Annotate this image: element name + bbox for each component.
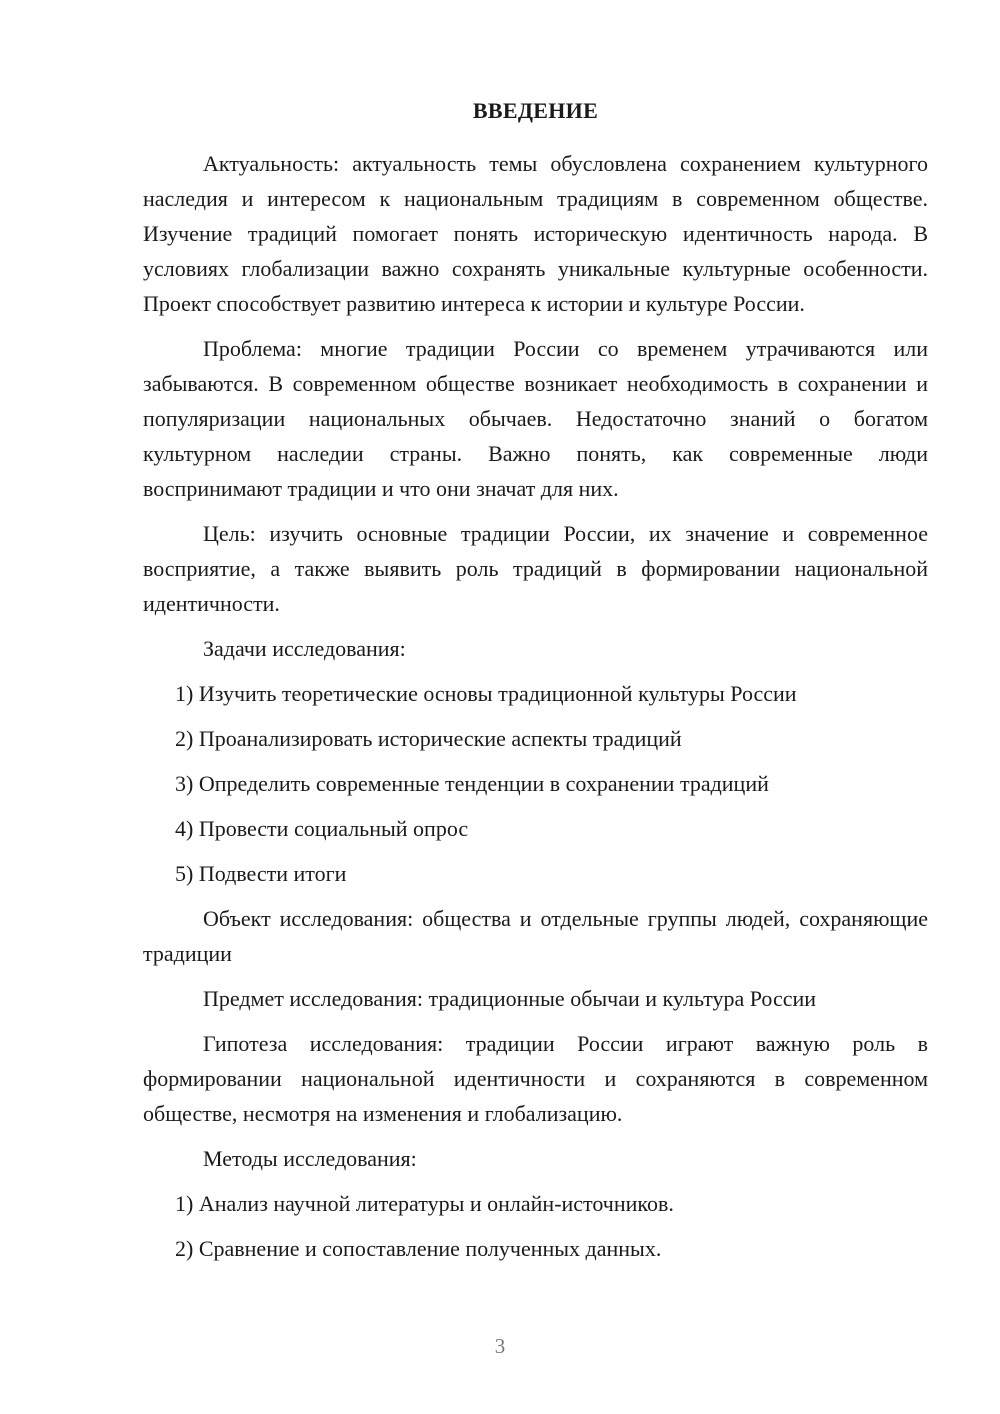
list-item: 1) Анализ научной литературы и онлайн-источников. [175,1191,674,1216]
page-title: ВВЕДЕНИЕ [472,98,599,123]
object-paragraph: Объект исследования: общества и отдельные группы людей, сохраняющие традиции [143,906,928,966]
methods-list [143,1186,928,1266]
list-item: 2) Проанализировать исторические аспекты традиций [175,726,682,751]
goal-paragraph: Цель: изучить основные традиции России, их значение и современное восприятие, а также выявить роль традиций в формировании национальной идентичности. [143,521,928,616]
list-item: 1) Изучить теоретические основы традиционной культуры России [175,681,797,706]
list-item: 3) Определить современные тенденции в сохранении традиций [175,771,769,796]
subject-paragraph: Предмет исследования: традиционные обычаи и культура России [203,986,817,1011]
list-item: 4) Провести социальный опрос [175,816,469,841]
methods-heading: Методы исследования: [203,1146,417,1171]
tasks-list [143,676,928,891]
relevance-paragraph: Актуальность: актуальность темы обусловлена сохранением культурного наследия и интересом к национальным традициям в современном обществе. Изучение традиций помогает понять историческую идентичность народа. В условиях глобализации важно сохранять уникальные культурные особенности. Проект способствует развитию интереса к истории и культуре России. [143,151,928,316]
problem-paragraph: Проблема: многие традиции России со временем утрачиваются или забываются. В современном обществе возникает необходимость в сохранении и популяризации национальных обычаев. Недостаточно знаний о богатом культурном наследии страны. Важно понять, как современные люди воспринимают традиции и что они значат для них. [143,336,928,501]
list-item: 5) Подвести итоги [175,861,347,886]
tasks-heading: Задачи исследования: [203,636,406,661]
page-number: 3 [494,1334,506,1358]
document-page [143,96,928,1276]
hypothesis-paragraph: Гипотеза исследования: традиции России играют важную роль в формировании национальной идентичности и сохраняются в современном обществе, несмотря на изменения и глобализацию. [143,1031,928,1126]
list-item: 2) Сравнение и сопоставление полученных данных. [175,1236,662,1261]
